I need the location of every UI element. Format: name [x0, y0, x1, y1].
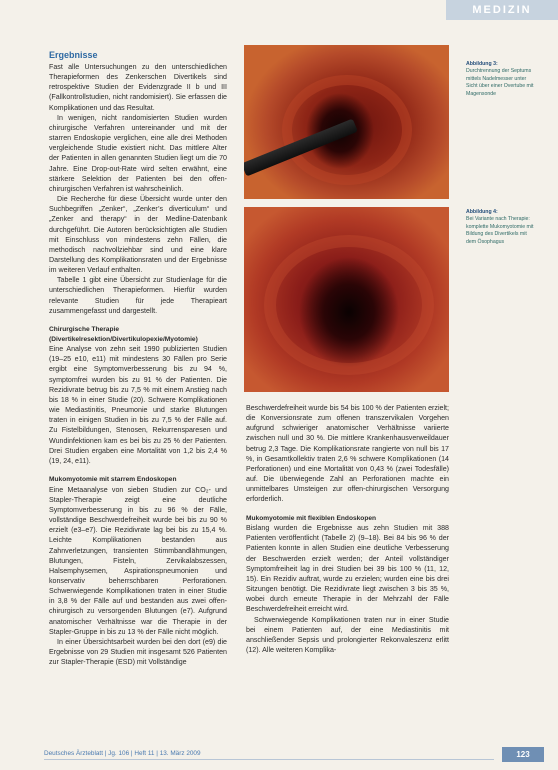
caption-title: Abbildung 3: — [466, 61, 498, 67]
page-number: 123 — [502, 747, 544, 762]
paragraph: Eine Metaanalyse von sieben Studien zur CO₂- und Stapler-Therapie zeigt eine deutliche Symptomverbesserung in bis zu 96 % der Fälle, vollständige Beschwerdefreiheit wurde bei bis zu 90 % erzielt (e3–e7). Die Rezidivrate lag bei bis zu 15,4 %. Leichte Komplikationen bestanden aus Zahnverletzungen, transienten Stimmbandlähmungen, Blutungen, Fisteln, Zervikalabszessen, Halsemphysemen, Aspirationspneumonien und konservativ beherrschbaren Perforationen. Schwerwiegende Komplikationen traten in einer Studie in 3,8 % der Fälle auf und bestanden aus zwei offen-chirurgisch zu versorgenden Blutungen (e7). Aufgrund anatomischer Verhältnisse war die Therapie in der Stapler-Gruppe in bis zu 13 % der Fälle nicht möglich. — [49, 485, 227, 636]
paragraph: Beschwerdefreiheit wurde bis 54 bis 100 % der Patienten erzielt; die Konversionsrate zum offenen transzervikalen Vorgehen aufgrund schwieriger anatomischer Verhältnisse variierte zwischen null und 30 %. Die mittlere Krankenhausverweildauer betrug 2,3 Tage. Die Komplikationsrate rangierte von null bis 17 %, in Gesamtkollektiv traten 2,6 % schwere Komplikationen (14 Perforationen) und eine Mortalität von 0,43 % (zwei Todesfälle) auf. Die überwiegende Zahl an Perforationen machte ein unmittelbares Umsteigen zur offen-chirurgischen Versorgung erforderlich. — [246, 404, 449, 504]
caption-text: Durchtrennung der Septums mittels Nadelmesser unter Sicht über einer Overtube mit Magensonde — [466, 68, 534, 97]
subheading: Mukomyotomie mit starrem Endoskopen — [49, 475, 177, 483]
paragraph: Eine Analyse von zehn seit 1990 publizierten Studien (19–25 e10, e11) mit mindestens 30 Fällen pro Serie ergibt eine Symptomverbesserung bis zu 94 %, symptomfrei wurden bis zu 91 % der Patienten. Die Rezidivrate betrug bis zu 7,5 % mit einem Anstieg nach bis 18 % in einer Studie (20). Schwere Komplikationen wie Mediastinitis, Pneumonie und starke Blutungen traten in einigen Studien in bis zu 7,5 % der Fälle auf. Zu Fistelbildungen, Stenosen, Rekurrensparesen und Wundinfektionen kam es bei bis zu 25 % der Patienten. Drei Studien ergaben eine Mortalität von 1,2 bis 2,4 % (19, 24, e11). — [49, 345, 227, 465]
paragraph: In einer Übersichtsarbeit wurden bei den dort (e9) die Ergebnisse von 29 Studien mit insgesamt 526 Patienten zur Stapler-Therapie (ESD) mit Vollständige — [49, 637, 227, 667]
section-heading: Ergebnisse — [49, 50, 98, 60]
caption-text: Bei Variante nach Therapie: komplette Mukomyotomie mit Bildung des Divertikels mit dem Ösophagus — [466, 216, 534, 245]
subheading: Chirurgische Therapie — [49, 325, 119, 333]
subheading: (Divertikelresektion/Divertikulopexie/Myotomie) — [49, 335, 198, 343]
endoscopy-image-3 — [244, 45, 449, 199]
journal-citation: Deutsches Ärzteblatt | Jg. 106 | Heft 11 | 13. März 2009 — [44, 750, 201, 757]
paragraph: Die Recherche für diese Übersicht wurde unter den Suchbegriffen „Zenker“, „Zenker’s diverticulum“ und „Zenker and therapy“ in der Medline-Datenbank durchgeführt. Die Autoren berücksichtigten alle Studien mit Einschluss von mindestens zehn Fällen, die methodisch nachvollziehbar sind und eine klare Darstellung des Komplikationsraten und der Ergebnisse im weiteren Verlauf enthalten. — [49, 195, 227, 275]
paragraph: Schwerwiegende Komplikationen traten nur in einer Studie bei einem Patienten auf, der eine Mediastinitis mit anschließender Sepsis und prolongierter Rekonvaleszenz erlitt (12). Alle weiteren Komplika- — [246, 615, 449, 655]
section-label: MEDIZIN — [446, 0, 558, 20]
left-column — [49, 50, 227, 667]
endoscopy-image-4 — [244, 207, 449, 392]
paragraph: Bislang wurden die Ergebnisse aus zehn Studien mit 388 Patienten veröffentlicht (Tabelle 2) (9–18). Bei 84 bis 96 % der Patienten konnte in allen Studien eine deutliche Verbesserung der Beschwerden erzielt werden; der Anteil vollständiger Symptomfreiheit lag in drei Studien bei 39 bis 100 % (11, 12, 15). Ein Rezidiv auftrat, wurde zu erzielen; wurden eine bis drei Sitzungen benötigt. Die Rezidivrate liegt zwischen 3 bis 35 %, wobei durch erneute Therapie in der Mehrzahl der Fälle Beschwerdefreiheit erreicht wird. — [246, 524, 449, 614]
figure-caption-3 — [466, 61, 538, 98]
paragraph: Fast alle Untersuchungen zu den unterschiedlichen Therapieformen des Zenkerschen Divertikels sind retrospektive Studien der Evidenzgrade II b und III (Fallkontrollstudien, nicht randomisiert). Sie erfassen die Komplikationen und das Resultat. — [49, 63, 227, 112]
paragraph: In wenigen, nicht randomisierten Studien wurden chirurgische Verfahren untereinander und mit der starren Endoskopie verglichen, eine alle drei Methoden vergleichende Studie existiert nicht. Das mittlere Alter der Patienten in allen genannten Studien liegt um die 70 Jahre. Eine Drop-out-Rate wird selten erwähnt, eine stärkere Selektion der Patienten bei den offen-chirurgischen Verfahren ist wahrscheinlich. — [49, 113, 227, 193]
middle-column — [246, 403, 449, 655]
subheading: Mukomyotomie mit flexiblen Endoskopen — [246, 514, 377, 522]
figure-caption-4 — [466, 209, 538, 246]
paragraph: Tabelle 1 gibt eine Übersicht zur Studienlage für die unterschiedlichen Therapieformen. Hierfür wurden relevante Studien für jede Therapieart zusammengefasst und dargestellt. — [49, 276, 227, 315]
footer-divider — [44, 759, 494, 760]
caption-title: Abbildung 4: — [466, 209, 498, 215]
